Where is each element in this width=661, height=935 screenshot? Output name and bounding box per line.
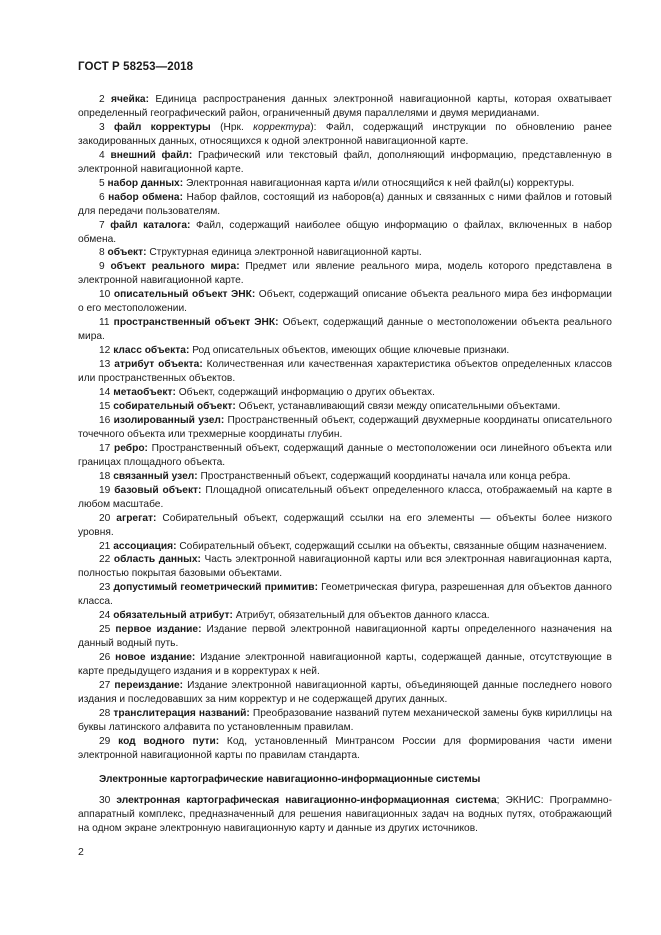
entry-number: 20	[99, 512, 111, 524]
entry-definition: Код, установленный Минтрансом России для формирования части имени электронной навигационной карты по правилам стандарта.	[78, 735, 612, 761]
entry-definition: Собирательный объект, содержащий ссылки на его элементы — объекты более низкого уровня.	[78, 512, 612, 538]
entry-number: 24	[99, 610, 111, 622]
entry-number: 30	[99, 794, 111, 806]
entry-term: допустимый геометрический примитив:	[113, 582, 318, 594]
definition-entry	[78, 358, 612, 386]
entry-definition: Пространственный объект, содержащий двухмерные координаты описательного точечного объекта или трехмерные координаты глубин.	[78, 414, 612, 440]
entry-term: базовый объект:	[114, 484, 202, 496]
entry-definition: Объект, содержащий данные о местоположении объекта реального мира.	[78, 317, 612, 343]
section-title: Электронные картографические навигационно-информационные системы	[99, 773, 481, 785]
entry-definition: Файл, содержащий наиболее общую информацию о файлах, включенных в набор обмена.	[78, 219, 612, 245]
entry-definition: Преобразование названий путем механической замены букв кириллицы на буквы латинского алфавита по установленным правилам.	[78, 707, 612, 733]
entry-definition: Площадной описательный объект определенного класса, отображаемый на карте в любом масштабе.	[78, 484, 612, 510]
definition-entry	[78, 93, 612, 121]
entry-number: 16	[99, 414, 111, 426]
entry-definition: Предмет или явление реального мира, модель которого представлена в электронной навигационной карте.	[78, 261, 612, 287]
entry-number: 25	[99, 624, 111, 636]
entry-term: метаобъект:	[113, 387, 176, 399]
entry-note-close: ):	[310, 121, 317, 133]
definition-entry	[78, 386, 612, 400]
entry-number: 27	[99, 680, 111, 692]
definitions-list	[78, 93, 612, 763]
definition-entry	[78, 414, 612, 442]
entry-term: первое издание:	[115, 624, 202, 636]
entry-number: 17	[99, 442, 111, 454]
definition-entry	[78, 344, 612, 358]
entry-number: 5	[99, 177, 105, 189]
entry-number: 11	[99, 317, 110, 329]
entry-number: 7	[99, 219, 105, 231]
entry-definition: Собирательный объект, содержащий ссылки на объекты, связанные общим назначением.	[179, 540, 607, 552]
entry-number: 2	[99, 94, 105, 105]
entry-term: транслитерация названий:	[113, 707, 250, 719]
entry-definition: Атрибут, обязательный для объектов данного класса.	[235, 610, 490, 622]
definition-entry	[78, 623, 612, 651]
entry-note: (Нрк.	[220, 121, 244, 133]
entry-number: 8	[99, 247, 105, 259]
entry-term: ассоциация:	[113, 540, 177, 552]
document-body	[78, 93, 612, 836]
entry-number: 6	[99, 191, 105, 203]
entry-term: класс объекта:	[113, 345, 190, 357]
definition-entry	[78, 400, 612, 414]
entry-alt-term: корректура	[253, 121, 311, 133]
definition-entry	[78, 651, 612, 679]
entry-number: 18	[99, 470, 111, 482]
entry-definition: Электронная навигационная карта и/или относящийся к ней файл(ы) корректуры.	[185, 177, 575, 189]
entry-term: набор данных:	[107, 177, 184, 189]
entry-definition: Геометрическая фигура, разрешенная для объектов данного класса.	[78, 582, 612, 608]
definition-entry	[78, 553, 612, 581]
definition-entry	[78, 794, 612, 836]
entry-number: 3	[99, 121, 105, 133]
entry-definition: ; ЭКНИС: Программно-аппаратный комплекс, предназначенный для решения навигационных задач на водных путях, отображающий на одном экране электронную навигационную карту и данные из других источников.	[78, 794, 612, 834]
definition-entry	[78, 219, 612, 247]
entry-definition: Пространственный объект, содержащий данные о местоположении оси линейного объекта или границах площадного объекта.	[78, 442, 612, 468]
entry-number: 19	[99, 484, 111, 496]
entry-term: пространственный объект ЭНК:	[113, 317, 279, 329]
entry-number: 15	[99, 400, 111, 412]
definition-entry	[78, 581, 612, 609]
entry-term: переиздание:	[114, 680, 184, 692]
entry-definition: Пространственный объект, содержащий координаты начала или конца ребра.	[200, 470, 571, 482]
entry-term: агрегат:	[116, 512, 157, 524]
entry-number: 10	[99, 289, 111, 301]
entry-definition: Объект, содержащий описание объекта реального мира без информации о его местоположении.	[78, 289, 612, 315]
definition-entry	[78, 288, 612, 316]
definition-entry	[78, 540, 612, 554]
entry-term: атрибут объекта:	[114, 359, 203, 371]
definition-entry	[78, 121, 612, 149]
entry-definition: Издание первой электронной навигационной карты определенного назначения на данный водный путь.	[78, 624, 612, 650]
definition-entry	[78, 609, 612, 623]
entry-definition: Структурная единица электронной навигационной карты.	[149, 247, 422, 259]
entry-term: собирательный объект:	[113, 400, 236, 412]
entry-term: связанный узел:	[113, 470, 198, 482]
entry-term: объект:	[107, 247, 147, 259]
entry-number: 4	[99, 149, 105, 161]
entry-number: 22	[99, 554, 111, 566]
entry-term: описательный объект ЭНК:	[113, 289, 256, 301]
entry-number: 13	[99, 359, 111, 371]
entry-term: ребро:	[114, 442, 148, 454]
entry-number: 23	[99, 582, 111, 594]
entry-definition: Единица распространения данных электронной навигационной карты, которая охватывает определенный географический район, ограниченный двумя параллелями и двумя меридианами.	[78, 94, 612, 119]
entry-definition: Объект, содержащий информацию о других объектах.	[178, 387, 435, 399]
entry-term: ячейка:	[111, 94, 149, 105]
definition-entry	[78, 246, 612, 260]
section-definitions-list	[78, 794, 612, 836]
entry-number: 29	[99, 735, 111, 747]
page-number: 2	[78, 846, 84, 858]
entry-definition: Объект, устанавливающий связи между описательными объектами.	[238, 400, 561, 412]
entry-term: обязательный атрибут:	[113, 610, 233, 622]
entry-term: изолированный узел:	[113, 414, 225, 426]
definition-entry	[78, 512, 612, 540]
entry-definition: Издание электронной навигационной карты, объединяющей данные последнего нового издания и последовавших за ним корректур и не содержащей других данных.	[78, 680, 612, 705]
entry-term: область данных:	[113, 554, 201, 566]
definition-entry	[78, 470, 612, 484]
entry-definition: Количественная или качественная характеристика объектов определенных классов или пространственных объектов.	[78, 359, 612, 385]
entry-number: 26	[99, 652, 111, 664]
entry-definition: Файл, содержащий инструкции по обновлению ранее закодированных данных, относящихся к одной электронной навигационной карте.	[78, 121, 612, 147]
definition-entry	[78, 484, 612, 512]
entry-term: набор обмена:	[108, 191, 183, 203]
entry-definition: Набор файлов, состоящий из наборов(а) данных и связанных с ними файлов и готовый для передачи пользователям.	[78, 191, 612, 217]
entry-number: 28	[99, 707, 111, 719]
entry-term: файл корректуры	[114, 121, 211, 133]
entry-term: внешний файл:	[110, 149, 193, 161]
definition-entry	[78, 316, 612, 344]
definition-entry	[78, 191, 612, 219]
definition-entry	[78, 260, 612, 288]
entry-term: файл каталога:	[110, 219, 191, 231]
entry-term: электронная картографическая навигационно-информационная система	[116, 794, 497, 806]
definition-entry	[78, 177, 612, 191]
definition-entry	[78, 707, 612, 735]
entry-number: 9	[99, 261, 105, 273]
entry-number: 14	[99, 387, 111, 399]
entry-term: объект реального мира:	[110, 261, 240, 273]
definition-entry	[78, 149, 612, 177]
entry-definition: Часть электронной навигационной карты или вся электронная навигационная карта, полностью покрытая базовыми объектами.	[78, 554, 612, 580]
entry-number: 12	[99, 345, 111, 357]
entry-definition: Род описательных объектов, имеющих общие ключевые признаки.	[192, 345, 510, 357]
document-header: ГОСТ Р 58253—2018	[78, 61, 194, 73]
entry-definition: Графический или текстовый файл, дополняющий информацию, представленную в электронной навигационной карте.	[78, 149, 612, 175]
definition-entry	[78, 442, 612, 470]
entry-definition: Издание электронной навигационной карты, содержащей данные, отсутствующие в карте предыдущего издания и в корректурах к ней.	[78, 652, 612, 678]
definition-entry	[78, 735, 612, 763]
entry-term: новое издание:	[115, 652, 196, 664]
entry-term: код водного пути:	[118, 735, 220, 747]
entry-number: 21	[99, 540, 111, 552]
definition-entry	[78, 679, 612, 707]
